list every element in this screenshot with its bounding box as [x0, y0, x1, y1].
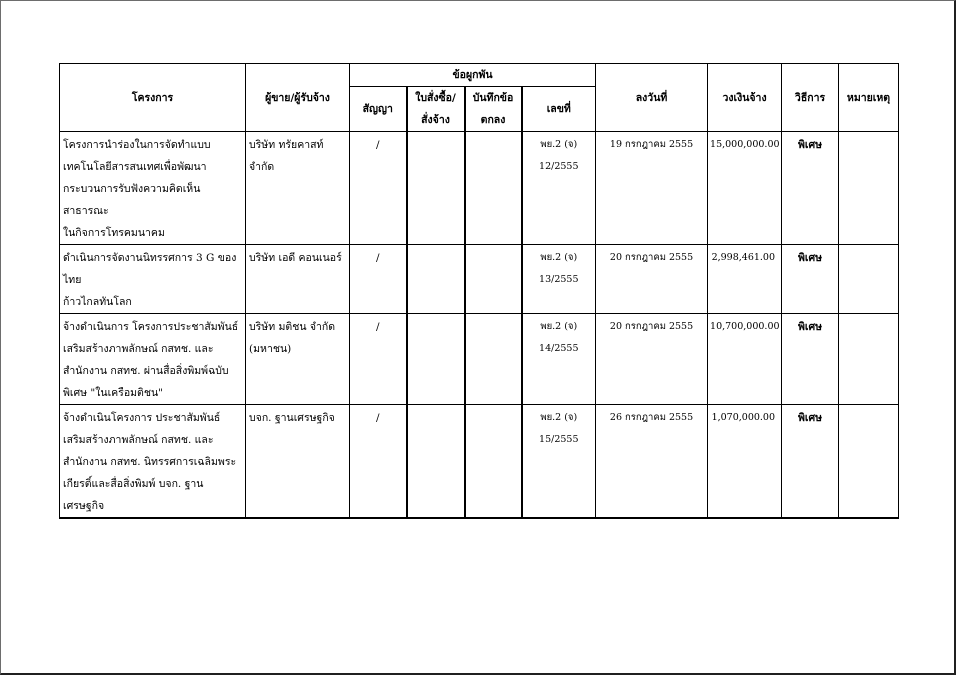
cell-date-line: 20 กรกฎาคม 2555	[609, 321, 694, 332]
cell-project-line: จ้างดำเนินโครงการ ประชาสัมพันธ์	[63, 412, 221, 424]
cell-project-line: เกียรติ์และสื่อสิ่งพิมพ์ บจก. ฐานเศรษฐกิจ	[63, 478, 204, 512]
cell-memorandum	[465, 132, 522, 245]
cell-project	[60, 245, 246, 314]
header-contract: สัญญา	[350, 87, 407, 132]
header-purchase-order: ใบสั่งซื้อ/สั่งจ้าง	[407, 87, 465, 132]
cell-method-line: พิเศษ	[797, 412, 823, 424]
cell-contract	[350, 132, 407, 245]
cell-purchase-order	[407, 132, 465, 245]
cell-doc-number-line: พย.2 (จ)	[540, 321, 578, 332]
cell-project-line: จ้างดำเนินการ โครงการประชาสัมพันธ์	[63, 321, 239, 333]
cell-purchase-order	[407, 245, 465, 314]
header-memorandum: บันทึกข้อตกลง	[465, 87, 522, 132]
cell-memorandum	[465, 314, 522, 405]
cell-remark	[839, 245, 899, 314]
cell-method	[782, 405, 839, 519]
header-doc-number: เลขที่	[522, 87, 596, 132]
header-project: โครงการ	[60, 64, 246, 132]
cell-date	[596, 314, 708, 405]
cell-method	[782, 245, 839, 314]
procurement-table	[59, 63, 899, 519]
cell-project-line: สำนักงาน กสทช. ผ่านสื่อสิ่งพิมพ์ฉบับ	[63, 365, 229, 377]
cell-amount	[708, 245, 782, 314]
cell-doc-number-line: 14/2555	[539, 343, 579, 354]
cell-amount	[708, 405, 782, 519]
cell-remark	[839, 314, 899, 405]
cell-method-line: พิเศษ	[797, 321, 823, 333]
cell-project-line: สำนักงาน กสทช. นิทรรศการเฉลิมพระ	[63, 456, 237, 468]
cell-doc-number	[522, 405, 596, 519]
header-remark: หมายเหตุ	[839, 64, 899, 132]
cell-contract-line: /	[375, 252, 380, 264]
cell-date	[596, 405, 708, 519]
cell-remark	[839, 405, 899, 519]
header-obligation-group: ข้อผูกพัน	[350, 64, 596, 87]
cell-vendor	[246, 245, 350, 314]
cell-project-line: เทคโนโลยีสารสนเทศเพื่อพัฒนา	[63, 161, 207, 173]
table-header	[60, 64, 899, 132]
cell-date	[596, 132, 708, 245]
cell-doc-number-line: 12/2555	[539, 161, 579, 172]
cell-contract-line: /	[375, 139, 380, 151]
header-amount: วงเงินจ้าง	[708, 64, 782, 132]
cell-contract	[350, 405, 407, 519]
cell-project-line: กระบวนการรับฟังความคิดเห็นสาธารณะ	[63, 183, 201, 217]
cell-doc-number-line: พย.2 (จ)	[540, 139, 578, 150]
cell-method-line: พิเศษ	[797, 139, 823, 151]
table-body	[60, 132, 899, 519]
cell-project-line: พิเศษ "ในเครือมติชน"	[63, 387, 164, 399]
cell-date-line: 26 กรกฎาคม 2555	[609, 412, 694, 423]
cell-amount-line: 2,998,461.00	[711, 252, 776, 263]
cell-method	[782, 132, 839, 245]
cell-amount-line: 1,070,000.00	[711, 412, 776, 423]
cell-doc-number	[522, 245, 596, 314]
cell-date	[596, 245, 708, 314]
cell-contract	[350, 245, 407, 314]
cell-vendor-line: บริษัท ทรัยคาสท์ จำกัด	[249, 139, 324, 173]
cell-project-line: ดำเนินการจัดงานนิทรรศการ 3 G ของไทย	[63, 252, 237, 286]
cell-method-line: พิเศษ	[797, 252, 823, 264]
cell-project	[60, 132, 246, 245]
cell-memorandum	[465, 405, 522, 519]
cell-purchase-order	[407, 314, 465, 405]
header-method: วิธีการ	[782, 64, 839, 132]
cell-doc-number-line: 13/2555	[539, 274, 579, 285]
cell-vendor-line: บจก. ฐานเศรษฐกิจ	[249, 412, 335, 424]
cell-purchase-order	[407, 405, 465, 519]
cell-project-line: ก้าวไกลทันโลก	[63, 296, 132, 308]
table-row	[60, 405, 899, 519]
cell-contract-line: /	[375, 321, 380, 333]
cell-remark	[839, 132, 899, 245]
cell-project	[60, 405, 246, 519]
table-row	[60, 245, 899, 314]
cell-date-line: 20 กรกฎาคม 2555	[609, 252, 694, 263]
cell-vendor-line: (มหาชน)	[249, 343, 292, 355]
header-date: ลงวันที่	[596, 64, 708, 132]
cell-vendor	[246, 132, 350, 245]
header-vendor: ผู้ขาย/ผู้รับจ้าง	[246, 64, 350, 132]
cell-amount	[708, 132, 782, 245]
cell-doc-number-line: พย.2 (จ)	[540, 412, 578, 423]
cell-doc-number	[522, 314, 596, 405]
cell-doc-number-line: 15/2555	[539, 434, 579, 445]
table-row	[60, 314, 899, 405]
cell-vendor	[246, 314, 350, 405]
cell-project-line: เสริมสร้างภาพลักษณ์ กสทช. และ	[63, 343, 214, 355]
cell-method	[782, 314, 839, 405]
cell-project	[60, 314, 246, 405]
cell-amount-line: 10,700,000.00	[710, 321, 780, 332]
cell-doc-number-line: พย.2 (จ)	[540, 252, 578, 263]
cell-vendor	[246, 405, 350, 519]
cell-vendor-line: บริษัท มติชน จำกัด	[249, 321, 336, 333]
cell-amount	[708, 314, 782, 405]
cell-contract	[350, 314, 407, 405]
cell-date-line: 19 กรกฎาคม 2555	[609, 139, 694, 150]
cell-doc-number	[522, 132, 596, 245]
cell-project-line: ในกิจการโทรคมนาคม	[63, 227, 165, 239]
cell-vendor-line: บริษัท เอดี คอนเนอร์	[249, 252, 342, 264]
cell-amount-line: 15,000,000.00	[710, 139, 780, 150]
table-row	[60, 132, 899, 245]
cell-project-line: เสริมสร้างภาพลักษณ์ กสทช. และ	[63, 434, 214, 446]
cell-memorandum	[465, 245, 522, 314]
cell-project-line: โครงการนำร่องในการจัดทำแบบ	[63, 139, 211, 151]
cell-contract-line: /	[375, 412, 380, 424]
